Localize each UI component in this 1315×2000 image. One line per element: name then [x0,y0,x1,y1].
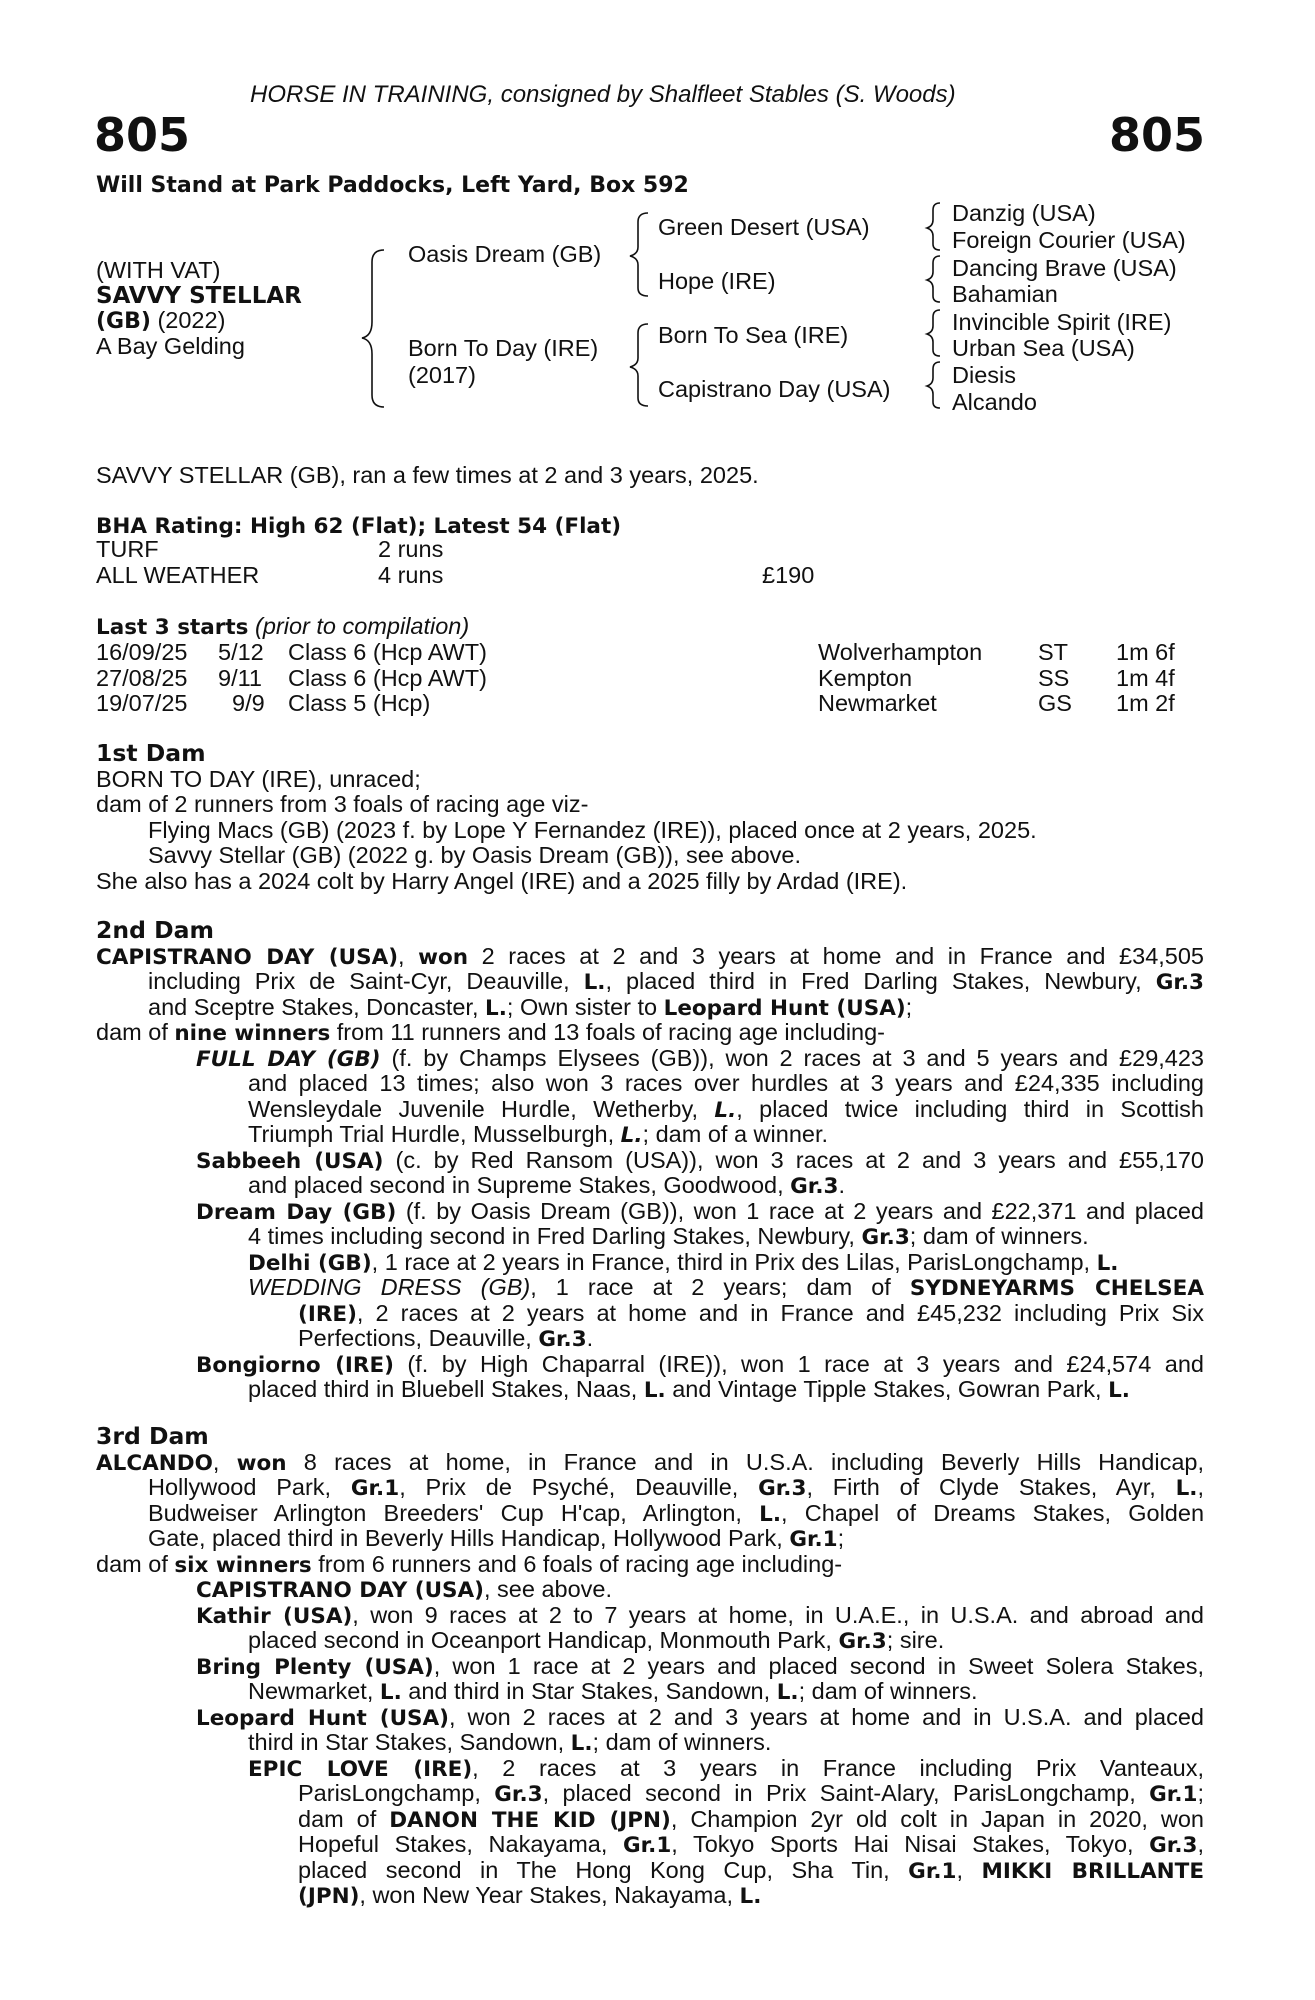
text-span: from 11 runners and 13 foals of racing age including- [330,1019,886,1045]
rating-row-turf-surface: TURF [96,536,159,562]
text-span: , won New Year Stakes, Nakayama, [359,1882,740,1908]
text-span: , Tokyo Sports Hai Nisai Stakes, Tokyo, [671,1831,1150,1857]
progeny-line [96,1628,1204,1654]
grade-label: Gr.1 [1149,1782,1198,1807]
start-position: 9/11 [218,665,262,691]
progeny-line [96,1122,1204,1148]
dd-brace [927,362,940,408]
progeny-line [96,1883,1204,1909]
rating-row-turf-runs: 2 runs [378,536,444,562]
text-span: dam of [298,1805,390,1832]
text-span: and third in Star Stakes, Sandown, [401,1678,777,1704]
text-span: dam of [96,1019,175,1045]
horse-name: SAVVY STELLAR [96,283,302,309]
text-span: Perfections, Deauville, [298,1325,539,1351]
text-span: placed third in Bluebell Stakes, Naas, [248,1376,644,1402]
text-span: and Vintage Tipple Stakes, Gowran Park, [665,1376,1109,1402]
dam-brace [630,324,648,406]
progeny-line [96,1352,1204,1378]
progeny-line [96,1148,1204,1174]
text-span: Newmarket, [248,1678,380,1704]
dam-name: CAPISTRANO DAY (USA) [96,944,399,970]
progeny-name: Bongiorno (IRE) [196,1352,394,1378]
dam-line [96,995,1204,1021]
third-dam-section [96,1424,1204,1909]
text-span: from 6 runners and 6 foals of racing age including- [311,1550,843,1577]
start-date: 27/08/25 [96,665,188,691]
progeny-name: DANON THE KID (JPN) [389,1807,671,1833]
progeny-line [96,1756,1204,1782]
second-dam-section [96,918,1204,1403]
start-going: ST [1038,639,1069,665]
progeny-line [96,1199,1204,1225]
grade-label: Gr.3 [758,1476,807,1501]
grade-label: L. [1096,1250,1119,1276]
rating-row-aw-prize: £190 [762,562,815,588]
section-heading: 3rd Dam [96,1422,209,1450]
text-span: and Sceptre Stakes, Doncaster, [148,993,486,1020]
start-going: SS [1038,665,1070,691]
progeny-line [96,1781,1204,1807]
progeny-line [96,1858,1204,1884]
grade-label: L. [759,1501,782,1527]
start-date: 16/09/25 [96,639,188,665]
text-span: . [586,1325,594,1351]
pedigree-sire-sire: Green Desert (USA) [658,214,870,240]
dam-line: BORN TO DAY (IRE), unraced; [96,765,421,792]
dam-line [96,944,1204,970]
grade-label: Gr.1 [908,1858,957,1884]
stable-location: Will Stand at Park Paddocks, Left Yard, Box 592 [96,173,689,198]
pedigree-ddd: Alcando [952,389,1037,415]
progeny-line [96,1832,1204,1858]
text-span: ; sire. [886,1627,945,1653]
text-span: , Champion 2yr old colt in Japan in 2020, won [670,1805,1204,1832]
pedigree-sire-dam: Hope (IRE) [658,268,776,294]
text-span: Wensleydale Juvenile Hurdle, Wetherby, [248,1095,715,1122]
text-span: placed second in Oceanport Handicap, Monmouth Park, [248,1627,839,1653]
progeny-line [96,1377,1204,1403]
text-span: 2 races at 2 and 3 years at home and in France and £34,505 [468,942,1204,969]
pedigree-dds: Diesis [952,362,1016,388]
start-course: Kempton [818,665,913,691]
lot-number-left: 805 [94,108,191,162]
grade-label: L. [643,1378,666,1403]
bha-rating: BHA Rating: High 62 (Flat); Latest 54 (Flat) [96,514,622,539]
progeny-name: SYDNEYARMS CHELSEA [909,1276,1204,1301]
pedigree-dam-sire: Born To Sea (IRE) [658,322,849,348]
grade-label: L. [1175,1476,1198,1501]
text-span: , [956,1856,982,1883]
text-span: , won 1 race at 2 years and placed second in Sweet Solera Stakes, [433,1652,1204,1679]
ss-brace [927,203,940,250]
dam-name: ALCANDO [96,1450,213,1476]
pedigree-sire: Oasis Dream (GB) [408,241,602,267]
start-course: Wolverhampton [818,639,983,665]
progeny-name: CAPISTRANO DAY (USA) [196,1578,484,1603]
text-span: , [1197,1831,1204,1857]
text-span: 4 times including second in Fred Darling Stakes, Newbury, [248,1223,862,1249]
text-span: , see above. [484,1576,613,1602]
grade-label: Gr.3 [861,1225,910,1250]
progeny-line [96,1275,1204,1301]
horse-foaled-year: (2022) [150,307,226,333]
text-span: ParisLongchamp, [298,1780,495,1806]
dam-line [96,1552,1204,1578]
text-span: 8 races at home, in France and in U.S.A. including Beverly Hills Handicap, [286,1448,1204,1475]
grade-label: Gr.1 [789,1527,838,1552]
dam-line [96,1526,1204,1552]
last-starts-heading [96,614,469,641]
text-span: , Chapel of Dreams Stakes, Golden [781,1499,1205,1526]
grade-label: L. [379,1680,402,1705]
progeny-name: Bring Plenty (USA) [196,1654,434,1680]
horse-origin: (GB) [96,309,151,334]
section-heading: 2nd Dam [96,916,214,944]
text-span: , won 2 races at 2 and 3 years at home and in U.S.A. and placed [449,1703,1204,1730]
text-span: Budweiser Arlington Breeders' Cup H'cap, Arlington, [148,1499,760,1526]
sibling-name: Leopard Hunt (USA) [663,995,906,1021]
progeny-line [96,1807,1204,1833]
grade-label: Gr.1 [350,1476,400,1501]
grade-label: Gr.3 [790,1174,839,1199]
text-span: dam of [96,1550,175,1577]
text-span: and placed second in Supreme Stakes, Goodwood, [248,1172,791,1198]
grade-label: L. [714,1097,737,1123]
text-span: Triumph Trial Hurdle, Musselburgh, [248,1121,621,1147]
start-position: 9/9 [232,690,265,716]
rating-row-aw-runs: 4 runs [378,562,444,588]
progeny-line [96,1730,1204,1756]
sd-brace [927,256,940,302]
vat-note: (WITH VAT) [96,257,221,283]
progeny-name: WEDDING DRESS (GB) [248,1274,531,1300]
progeny-line [96,1577,1204,1603]
text-span: , [398,942,419,969]
text-span: (c. by Red Ransom (USA)), won 3 races at 2 and 3 years and £55,170 [383,1146,1204,1173]
last-starts-note: (prior to compilation) [248,613,470,639]
pedigree-dam-dam: Capistrano Day (USA) [658,376,891,402]
text-span: , placed third in Fred Darling Stakes, Newbury, [605,968,1156,994]
text-span: , Prix de Psyché, Deauville, [399,1474,759,1500]
start-distance: 1m 6f [1116,639,1175,665]
text-span: Gate, placed third in Beverly Hills Handicap, Hollywood Park, [148,1525,790,1551]
start-distance: 1m 4f [1116,665,1175,691]
text-span: (f. by Oasis Dream (GB)), won 1 race at 2 years and £22,371 and placed [396,1197,1204,1224]
text-span: ; dam of winners. [909,1223,1089,1249]
rating-row-aw-surface: ALL WEATHER [96,562,260,588]
dam-line [96,1450,1204,1476]
progeny-name: Kathir (USA) [196,1603,353,1629]
pedigree-dss: Invincible Spirit (IRE) [952,309,1172,335]
text-span: , 1 race at 2 years in France, third in Prix des Lilas, ParisLongchamp, [371,1248,1097,1275]
first-dam-section [96,741,1204,894]
progeny-name: Delhi (GB) [248,1250,372,1276]
text-span: . [838,1172,845,1198]
dam-line [96,1501,1204,1527]
text-span: , won 9 races at 2 to 7 years at home, in U.A.E., in U.S.A. and abroad and [352,1601,1204,1628]
progeny-line [96,1097,1204,1123]
progeny-name: MIKKI BRILLANTE [981,1858,1205,1884]
winners-count: nine winners [174,1021,331,1046]
grade-label: Gr.1 [622,1833,672,1858]
grade-label: Gr.3 [838,1629,887,1654]
progeny-line [96,1679,1204,1705]
dam-line [96,969,1204,995]
last-starts-title: Last 3 starts [96,615,249,640]
text-span: ; [1197,1780,1204,1806]
horse-description: A Bay Gelding [96,333,245,359]
grade-label: L. [1108,1378,1130,1403]
progeny-line [96,1301,1204,1327]
progeny-line [96,1173,1204,1199]
progeny-line: and placed 13 times; also won 3 races over hurdles at 3 years and £24,335 including [248,1070,1204,1096]
pedigree-dam-year: (2017) [408,362,476,388]
progeny-name: Dream Day (GB) [196,1199,397,1225]
race-summary: SAVVY STELLAR (GB), ran a few times at 2 and 3 years, 2025. [96,462,759,488]
grade-label: Gr.3 [1149,1833,1198,1858]
start-class: Class 6 (Hcp AWT) [288,665,487,691]
text-span: , placed twice including third in Scottish [736,1095,1204,1122]
dam-line [96,1020,1204,1046]
foal-entry: Savvy Stellar (GB) (2022 g. by Oasis Dream (GB)), see above. [148,842,802,868]
grade-label: L. [739,1884,762,1909]
progeny-line [96,1224,1204,1250]
text-span: Hollywood Park, [148,1474,351,1500]
grade-label: Gr.3 [1155,970,1204,995]
dam-line [96,1475,1204,1501]
grade-label: L. [583,970,606,995]
grade-label: Gr.3 [494,1782,543,1807]
progeny-line [96,1654,1204,1680]
text-span: , 2 races at 3 years in France including Prix Vanteaux, [472,1754,1204,1781]
progeny-line [96,1046,1204,1072]
grade-label: L. [620,1123,643,1148]
start-distance: 1m 2f [1116,690,1175,716]
text-span: (f. by Champs Elysees (GB)), won 2 races at 3 and 5 years and £29,423 [380,1044,1204,1071]
progeny-name: (IRE) [298,1301,357,1327]
start-date: 19/07/25 [96,690,188,716]
grade-label: L. [776,1680,799,1705]
grade-label: L. [570,1731,593,1756]
text-span: placed second in The Hong Kong Cup, Sha Tin, [298,1856,909,1883]
text-span: Hopeful Stakes, Nakayama, [298,1831,623,1857]
progeny-line [96,1705,1204,1731]
grade-label: L. [485,995,507,1021]
lot-number-right: 805 [1109,108,1206,162]
winners-count: six winners [174,1552,312,1578]
pedigree-dsd: Urban Sea (USA) [952,335,1135,361]
progeny-line [96,1326,1204,1352]
start-going: GS [1038,690,1072,716]
pedigree-dam: Born To Day (IRE) [408,335,599,361]
progeny-name: Sabbeeh (USA) [196,1148,384,1174]
text-span: , Firth of Clyde Stakes, Ayr, [806,1474,1176,1500]
pedigree-sdd: Bahamian [952,281,1058,307]
progeny-line [96,1250,1204,1276]
text-span: , placed second in Prix Saint-Alary, ParisLongchamp, [542,1780,1150,1806]
pedigree-sss: Danzig (USA) [952,200,1096,226]
section-heading: 1st Dam [96,739,206,767]
progeny-name: (JPN) [298,1884,360,1909]
text-span: ; dam of winners. [592,1729,772,1755]
text-span: , [1197,1474,1204,1500]
text-span: , 1 race at 2 years; dam of [530,1274,910,1300]
won-label: won [418,944,469,970]
progeny-line [96,1603,1204,1629]
sire-dam-brace [362,250,384,407]
dam-line: She also has a 2024 colt by Harry Angel (IRE) and a 2025 filly by Ardad (IRE). [96,867,908,894]
pedigree-sds: Dancing Brave (USA) [952,255,1177,281]
start-class: Class 6 (Hcp AWT) [288,639,487,665]
text-span: ; dam of a winner. [642,1121,829,1147]
text-span: ; dam of winners. [798,1678,978,1704]
consignor-line: HORSE IN TRAINING, consigned by Shalfleet Stables (S. Woods) [250,81,956,108]
foal-entry: Flying Macs (GB) (2023 f. by Lope Y Fernandez (IRE)), placed once at 2 years, 2025. [148,816,1037,843]
text-span: ; [837,1525,845,1551]
won-label: won [236,1450,287,1476]
progeny-name: EPIC LOVE (IRE) [248,1756,473,1782]
text-span: ; Own sister to [506,993,664,1020]
start-position: 5/12 [218,639,264,665]
text-span: , [212,1448,237,1475]
grade-label: Gr.3 [538,1327,587,1352]
text-span: (f. by High Chaparral (IRE)), won 1 race at 3 years and £24,574 and [393,1350,1204,1377]
text-span: third in Star Stakes, Sandown, [248,1729,571,1755]
text-span: ; [905,993,913,1020]
dam-line: dam of 2 runners from 3 foals of racing age viz- [96,791,589,817]
progeny-name: FULL DAY (GB) [196,1046,381,1072]
pedigree-ssd: Foreign Courier (USA) [952,227,1186,253]
sire-brace [630,213,648,296]
progeny-name: Leopard Hunt (USA) [196,1705,449,1731]
text-span: including Prix de Saint-Cyr, Deauville, [148,968,584,994]
ds-brace [927,310,940,356]
text-span: , 2 races at 2 years at home and in France and £45,232 including Prix Six [356,1299,1204,1326]
start-class: Class 5 (Hcp) [288,690,431,716]
start-course: Newmarket [818,690,937,716]
